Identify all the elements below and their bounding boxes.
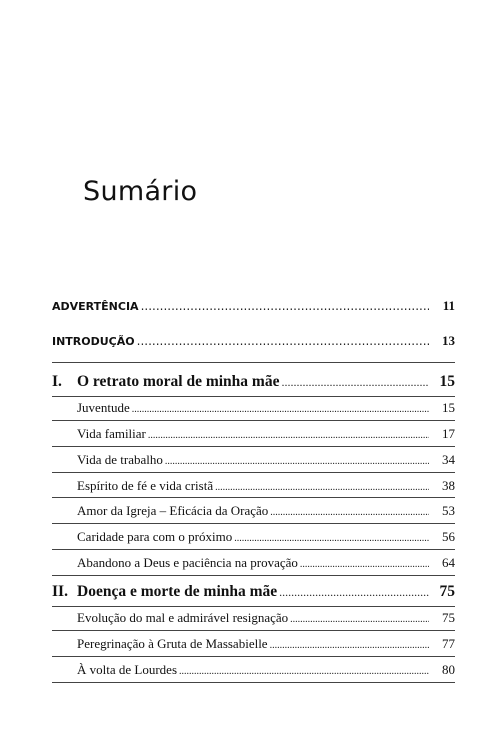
dot-leader [141,299,429,313]
toc-item [77,529,455,545]
toc-entry-page: 13 [442,333,455,348]
toc-item [77,503,455,519]
toc-item-page: 75 [442,610,455,625]
dot-leader [148,430,429,441]
chapter-label: Doença e morte de minha mãe [77,583,278,600]
dot-leader [279,585,429,600]
divider [52,575,455,576]
divider [52,472,455,473]
toc-item-label: Evolução do mal e admirável resignação [77,610,289,625]
dot-leader [165,456,429,467]
toc-item [77,555,455,571]
chapter-page: 15 [439,373,455,390]
dot-leader [137,334,429,348]
toc-item [77,478,455,494]
toc-item-label: Peregrinação à Gruta de Massabielle [77,636,268,651]
page-title: Sumário [83,176,198,207]
divider [52,420,455,421]
toc-item-label: Vida de trabalho [77,452,163,467]
toc-item-page: 80 [442,662,455,677]
divider [52,446,455,447]
toc-entry-introducao [52,333,455,349]
toc-item [77,400,455,416]
dot-leader [270,640,429,651]
chapter-number: II. [52,583,68,600]
toc-entry-page: 11 [442,298,455,313]
divider [52,549,455,550]
divider [52,497,455,498]
divider [52,396,455,397]
toc-item-label: Caridade para com o próximo [77,529,233,544]
dot-leader [270,507,429,518]
toc-item [77,610,455,626]
divider [52,523,455,524]
chapter-label: O retrato moral de minha mãe [77,373,280,390]
toc-item-label: Amor da Igreja – Eficácia da Oração [77,503,269,518]
divider [52,630,455,631]
dot-leader [290,614,429,625]
toc-item-label: Espírito de fé e vida cristã [77,478,214,493]
toc-item-page: 77 [442,636,455,651]
toc-item-page: 38 [442,478,455,493]
divider [52,606,455,607]
toc-item-page: 17 [442,426,455,441]
dot-leader [179,666,429,677]
chapter-number: I. [52,373,62,390]
toc-item [77,452,455,468]
toc-chapter-2 [52,583,455,601]
divider [52,682,455,683]
dot-leader [234,533,429,544]
divider [52,656,455,657]
toc-item [77,426,455,442]
dot-leader [281,375,429,390]
toc-item-label: Vida familiar [77,426,146,441]
toc-item [77,662,455,678]
toc-item-label: Abandono a Deus e paciência na provação [77,555,298,570]
toc-item-label: À volta de Lourdes [77,662,178,677]
divider [52,362,455,363]
toc-entry-advertencia [52,298,455,314]
toc-item-page: 64 [442,555,455,570]
toc-item-page: 53 [442,503,455,518]
dot-leader [215,482,429,493]
dot-leader [300,559,429,570]
toc-item-page: 34 [442,452,455,467]
toc-chapter-1 [52,373,455,391]
toc-entry-label: ADVERTÊNCIA [52,300,139,313]
toc-item-page: 56 [442,529,455,544]
toc-entry-label: INTRODUÇÃO [52,335,135,348]
toc-item-page: 15 [442,400,455,415]
toc-item [77,636,455,652]
dot-leader [132,404,429,415]
toc-item-label: Juventude [77,400,130,415]
chapter-page: 75 [439,583,455,600]
